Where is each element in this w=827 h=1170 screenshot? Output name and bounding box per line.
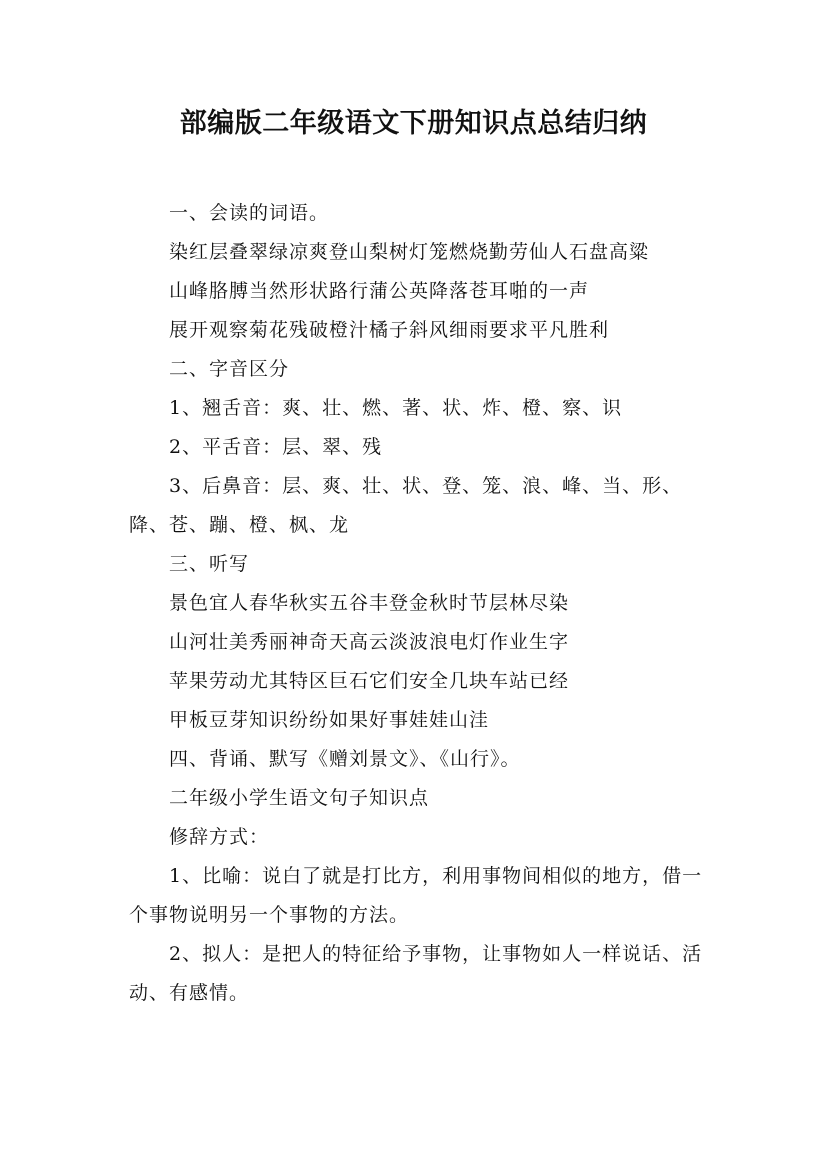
- paragraph: 三、听写: [169, 553, 250, 575]
- paragraph: 2、平舌音：层、翠、残: [169, 436, 383, 458]
- paragraph: 2、拟人：是把人的特征给予事物，让事物如人一样说话、活动、有感情。: [129, 943, 703, 1004]
- paragraph: 1、比喻：说白了就是打比方，利用事物间相似的地方，借一个事物说明另一个事物的方法。: [129, 865, 703, 926]
- paragraph: 3、后鼻音：层、爽、壮、状、登、笼、浪、峰、当、形、降、苍、蹦、橙、枫、龙: [129, 475, 683, 536]
- document-body: [129, 194, 719, 1013]
- paragraph: 修辞方式：: [169, 826, 270, 848]
- paragraph: 展开观察菊花残破橙汁橘子斜风细雨要求平凡胜利: [169, 319, 610, 341]
- paragraph: 四、背诵、默写《赠刘景文》、《山行》。: [169, 748, 521, 770]
- paragraph: 染红层叠翠绿凉爽登山梨树灯笼燃烧勤劳仙人石盘高粱: [169, 241, 650, 263]
- paragraph: 山河壮美秀丽神奇天高云淡波浪电灯作业生字: [169, 631, 570, 653]
- paragraph: 1、翘舌音：爽、壮、燃、著、状、炸、橙、察、识: [169, 397, 623, 419]
- page-title: 部编版二年级语文下册知识点总结归纳: [179, 108, 648, 139]
- paragraph: 二、字音区分: [169, 358, 290, 380]
- paragraph: 山峰胳膊当然形状路行蒲公英降落苍耳啪的一声: [169, 280, 590, 302]
- paragraph: 景色宜人春华秋实五谷丰登金秋时节层林尽染: [169, 592, 570, 614]
- paragraph: 一、会读的词语。: [169, 202, 330, 224]
- paragraph: 苹果劳动尤其特区巨石它们安全几块车站已经: [169, 670, 570, 692]
- paragraph: 甲板豆芽知识纷纷如果好事娃娃山洼: [169, 709, 490, 731]
- paragraph: 二年级小学生语文句子知识点: [169, 787, 430, 809]
